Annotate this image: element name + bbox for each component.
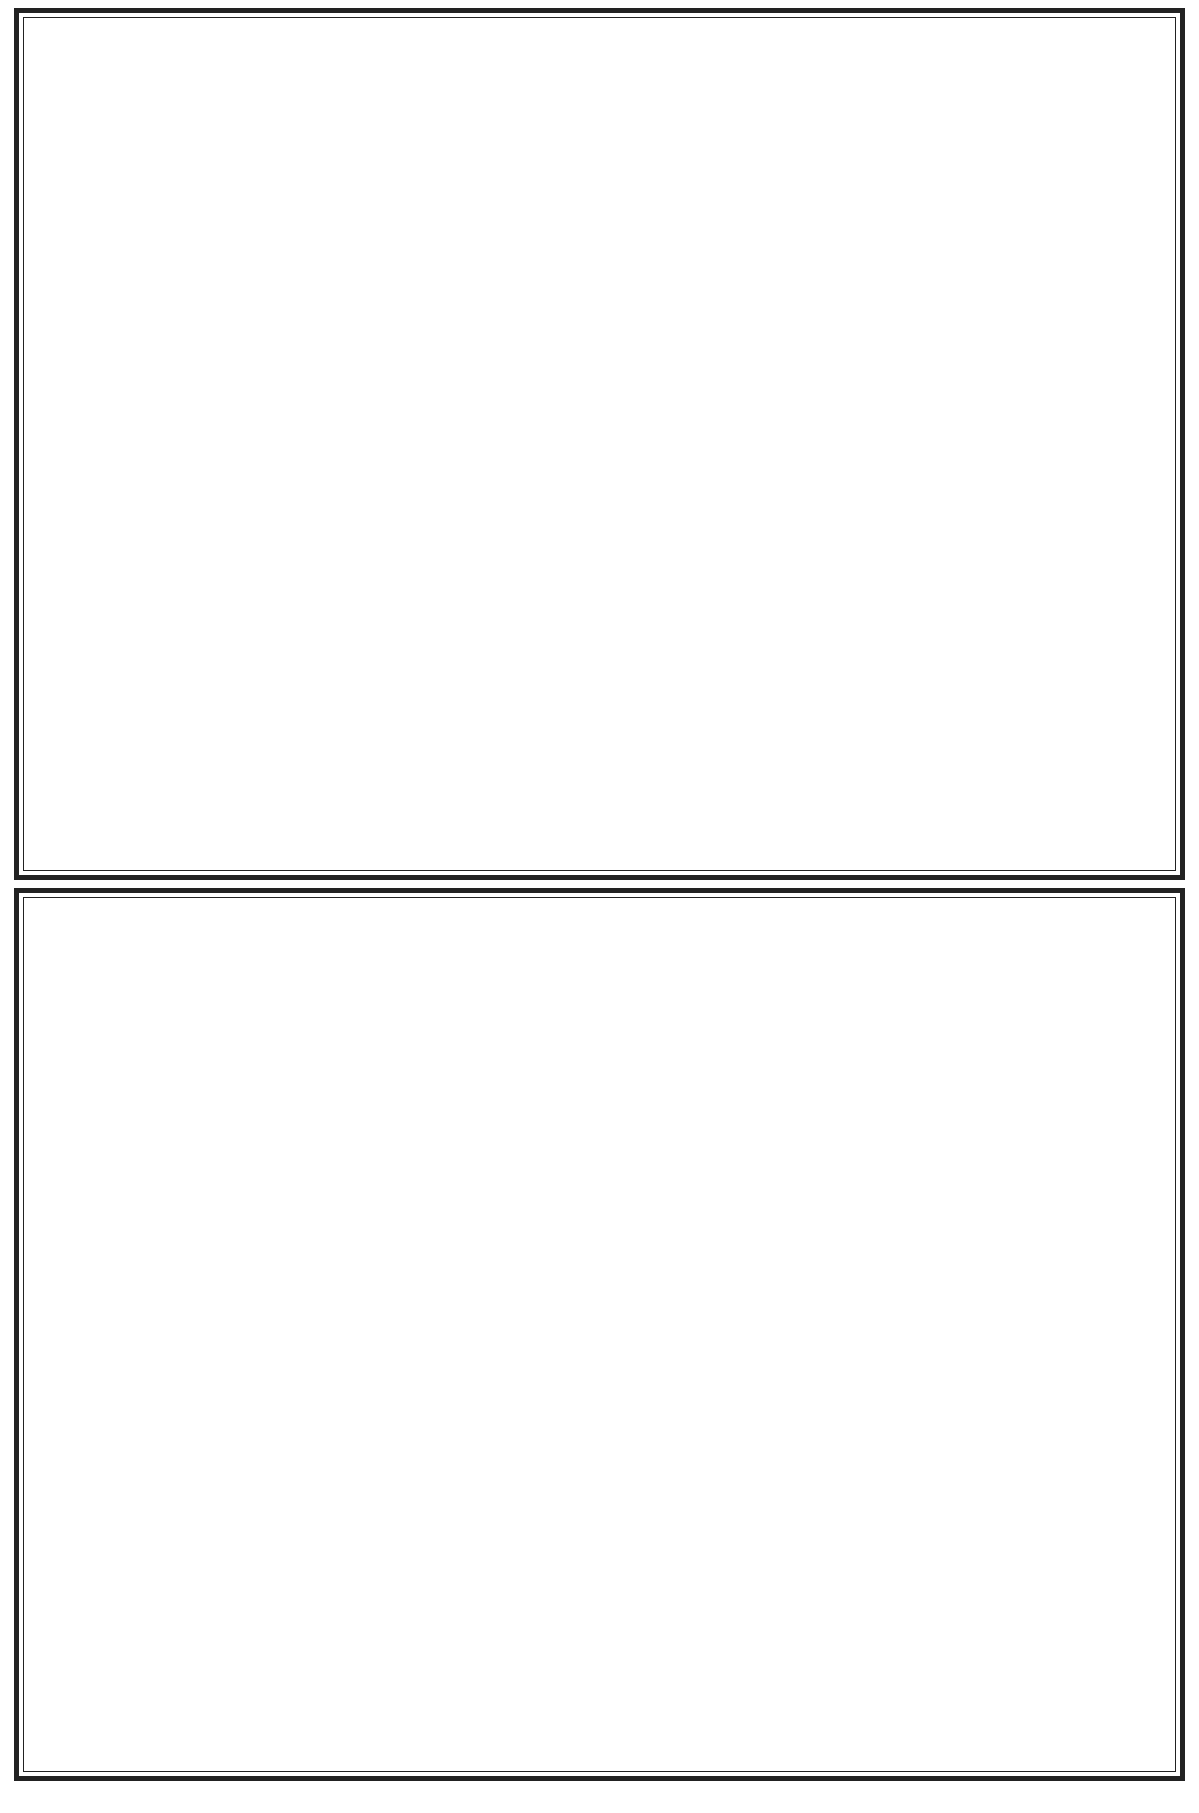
page-bottom <box>14 888 1185 1781</box>
bottom-columns <box>29 907 1170 1762</box>
page-top <box>14 8 1185 880</box>
top-columns <box>29 27 1170 861</box>
